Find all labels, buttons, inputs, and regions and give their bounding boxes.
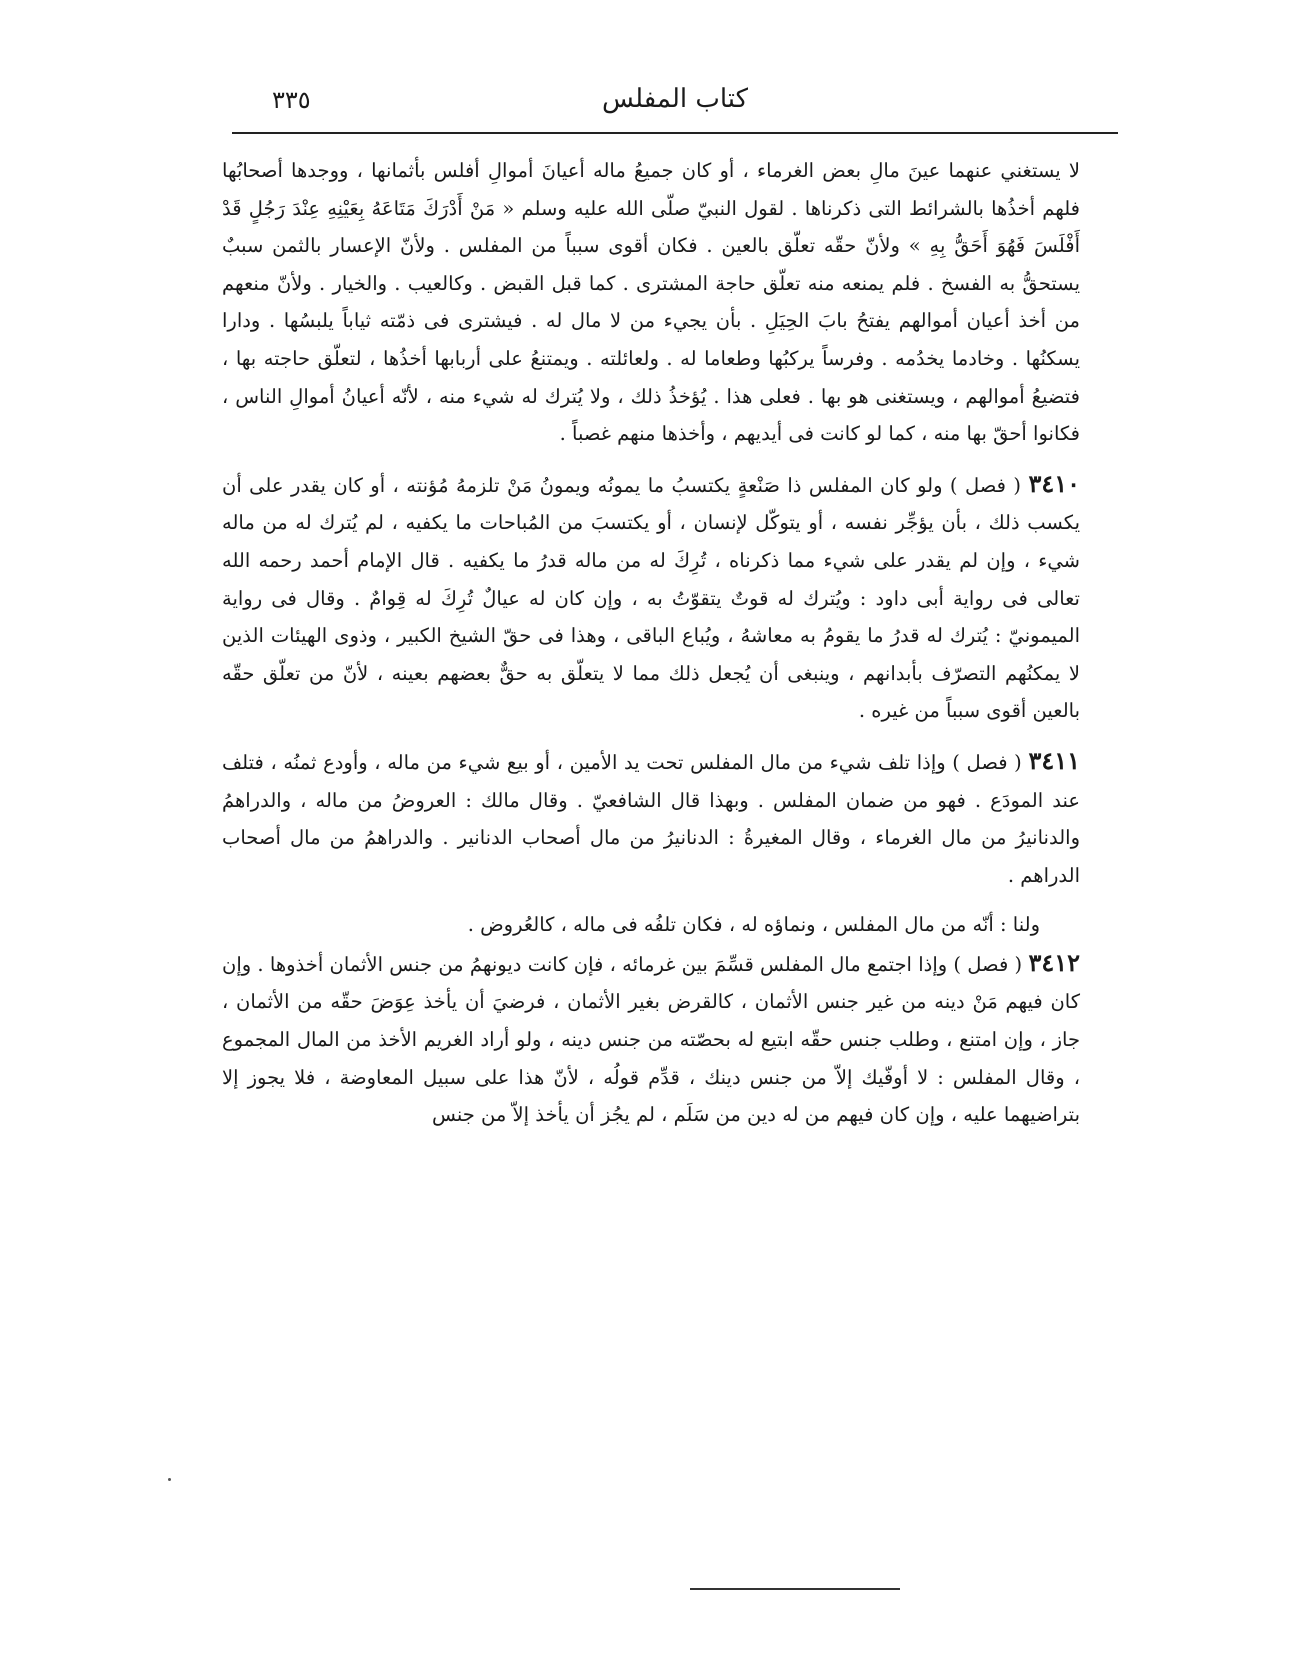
paragraph-text: ولنا : أنّه من مال المفلس ، ونماؤه له ، فكان تلفُه فى ماله ، كالعُروض . [467, 913, 1040, 937]
paragraph-1 [222, 152, 1080, 453]
footer-rule [690, 1588, 900, 1590]
section-number: ٣٤١٠ [1028, 468, 1081, 498]
stray-ink-dot [168, 1478, 171, 1481]
paragraph-argument [222, 906, 1080, 944]
section-number: ٣٤١٢ [1028, 947, 1080, 977]
paragraph-text: ( فصل ) وإذا تلف شيء من مال المفلس تحت يد الأمين ، أو بيع شيء من ماله ، وأودع ثمنُه ، فتلف عند المودَع . فهو من ضمان المفلس . وبهذا قال الشافعيّ . وقال مالك : العروضُ من ماله ، والدراهمُ والدنانيرُ من مال الغرماء ، وقال المغيرةُ : الدنانيرُ من مال أصحاب الدنانير . والدراهمُ من مال أصحاب الدراهم . [222, 750, 1080, 887]
running-header [232, 78, 1118, 128]
section-3410 [222, 465, 1080, 730]
paragraph-text: لا يستغني عنهما عينَ مالِ بعض الغرماء ، أو كان جميعُ ماله أعيانَ أموالِ أفلس بأثمانها ، ووجدها أصحابُها فلهم أخذُها بالشرائط التى ذكرناها . لقول النبيّ صلّى الله عليه وسلم « مَنْ أَدْرَكَ مَتَاعَهُ بِعَيْنِهِ عِنْدَ رَجُلٍ قَدْ أَفْلَسَ فَهُوَ أَحَقُّ بِهِ » ولأنّ حقّه تعلّق بالعين . فكان أقوى سبباً من المفلس . ولأنّ الإعسار بالثمن سببٌ يستحقُّ به الفسخ . فلم يمنعه منه تعلّق حاجة المشترى . كما قبل القبض . وكالعيب . والخيار . ولأنّ منعهم من أخذ أعيان أموالهم يفتحُ بابَ الحِيَلِ . بأن يجيء من لا مال له . فيشترى فى ذمّته ثياباً يلبسُها . ودارا يسكنُها . وخادما يخدُمه . وفرساً يركبُها وطعاما له . ولعائلته . ويمتنعُ على أربابها أخذُها ، لتعلّق حاجته بها ، فتضيعُ أموالهم ، ويستغنى هو بها . فعلى هذا . يُؤخذُ ذلك ، ولا يُترك له شيء منه ، لأنّه أعيانُ أموالِ الناس ، فكانوا أحقّ بها منه ، كما لو كانت فى أيديهم ، وأخذها منهم غصباً . [222, 159, 1080, 446]
body-text [222, 152, 1080, 1134]
paragraph-text: ( فصل ) وإذا اجتمع مال المفلس قسِّمَ بين غرمائه ، فإن كانت ديونهمُ من جنس الأثمان أخذوها . وإن كان فيهم مَنْ دينه من غير جنس الأثمان ، كالقرض بغير الأثمان ، فرضيَ أن يأخذ عِوَضَ حقّه من الأثمان ، جاز ، وإن امتنع ، وطلب جنس حقّه ابتيع له بحصّته من جنس دينه ، ولو أراد الغريم الأخذ من المال المجموع ، وقال المفلس : لا أوفّيك إلاّ من جنس دينك ، قدِّم قولُه ، لأنّ هذا على سبيل المعاوضة ، فلا يجوز إلا بتراضيهما عليه ، وإن كان فيهم من له دين من سَلَم ، لم يجُز أن يأخذ إلاّ من جنس [222, 952, 1080, 1127]
page-number: ٣٣٥ [272, 86, 311, 114]
section-number: ٣٤١١ [1028, 745, 1080, 775]
section-3411 [222, 742, 1080, 894]
chapter-title: كتاب المفلس [602, 84, 748, 114]
header-rule [232, 132, 1118, 134]
section-3412 [222, 944, 1080, 1134]
paragraph-text: ( فصل ) ولو كان المفلس ذا صَنْعةٍ يكتسبُ ما يمونُه ويمونُ مَنْ تلزمهُ مُؤنته ، أو كان يقدر على أن يكسب ذلك ، بأن يؤجِّر نفسه ، أو يتوكّل لإنسان ، أو يكتسبَ من المُباحات ما يكفيه ، لم يُترك له من ماله شيء ، وإن لم يقدر على شيء مما ذكرناه ، تُرِكَ له من ماله قدرُ ما يكفيه . قال الإمام أحمد رحمه الله تعالى فى رواية أبى داود : ويُترك له قوتٌ يتقوّتُ به ، وإن كان له عيالٌ تُرِكَ له قِوامٌ . وقال فى رواية الميمونيّ : يُترك له قدرُ ما يقومُ به معاشهُ ، ويُباع الباقى ، وهذا فى حقّ الشيخ الكبير ، وذوى الهيئات الذين لا يمكنُهم التصرّف بأبدانهم ، وينبغى أن يُجعل ذلك مما لا يتعلّق به حقٌّ بعضهم بعينه ، لأنّ من تعلّق حقّه بالعين أقوى سبباً من غيره . [222, 473, 1080, 723]
